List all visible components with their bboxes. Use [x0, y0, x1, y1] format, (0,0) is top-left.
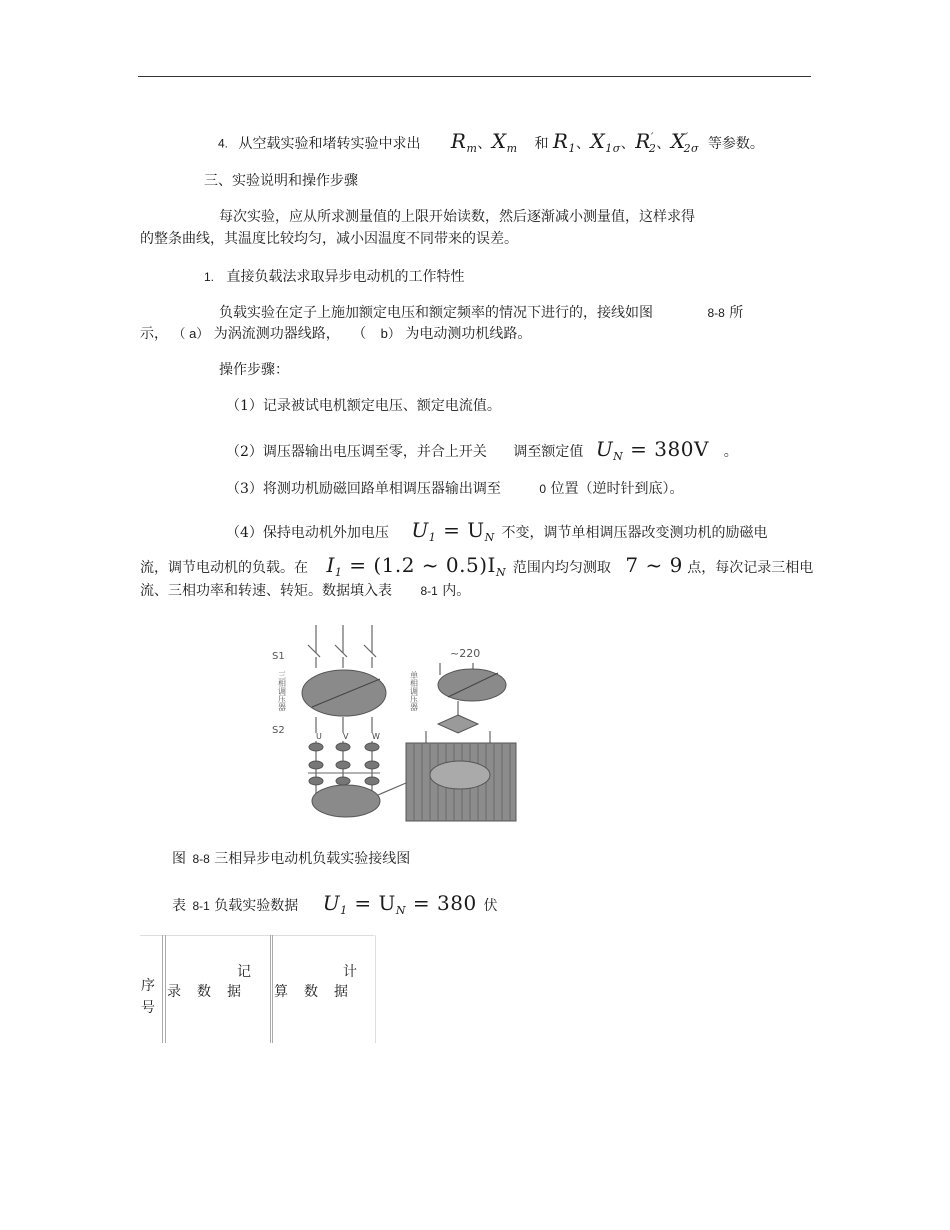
- step-4-line-1: （4）保持电动机外加电压 $U_1 = U_N$ 不变，调节单相调压器改变测功机的励磁电: [226, 518, 768, 544]
- symbol-rm-xm: $R_m$、$X_m$: [450, 128, 518, 155]
- table-caption: 表 8-1 负载实验数据 $U_1 = U_N = 380$ 伏: [172, 891, 498, 917]
- figure-caption: 图 8-8 三相异步电动机负载实验接线图: [172, 851, 411, 867]
- para-1-line-2: 的整条曲线，其温度比较均匀，减小因温度不同带来的误差。: [140, 231, 518, 247]
- table-col-recorded: 记 录 数 据: [165, 935, 271, 1043]
- steps-title: 操作步骤：: [219, 362, 289, 378]
- equation-u1-un: $U_1 = U_N$: [411, 518, 495, 544]
- equation-un-380v: $U_N = 380V$: [595, 437, 709, 463]
- three-phase-regulator-symbol: [302, 670, 386, 716]
- table-col-calculated: 计 算 数 据: [272, 935, 376, 1043]
- step-4-line-2: 流，调节电动机的负载。在 $I_1 = (1.2$ ~ $0.5)I_N$ 范围内均匀测取 7 ~ 9 点，每次记录三相电: [140, 553, 814, 579]
- equation-current-range: $I_1 = (1.2$ ~ $0.5)I_N$: [326, 553, 507, 579]
- item-4-number: 4.: [218, 136, 229, 151]
- label-u: U: [316, 732, 322, 741]
- label-220: ~220: [450, 647, 481, 660]
- item-4-tail: 等参数。: [707, 135, 764, 152]
- load-test-data-table: [140, 935, 374, 1043]
- table-col-index: 序 号: [140, 935, 163, 1043]
- rectifier-bridge-symbol: [438, 715, 478, 733]
- para-2-line-1: 负载实验在定子上施加额定电压和额定频率的情况下进行的，接线如图 8-8 所: [219, 305, 744, 321]
- item-4-text: 从空载实验和堵转实验中求出: [238, 135, 421, 152]
- section-3-title: 三、实验说明和操作步骤: [204, 173, 358, 189]
- label-s1: S1: [272, 651, 285, 662]
- item-4: [218, 120, 764, 154]
- points-range: 7 ~ 9: [625, 553, 683, 577]
- step-1: （1）记录被试电机额定电压、额定电流值。: [226, 398, 501, 414]
- figure-reference: 8-8: [707, 306, 725, 320]
- label-three-phase-regulator: 三相调压器: [277, 671, 287, 711]
- motor-symbol: [312, 785, 380, 817]
- subsection-1-title: 1. 直接负载法求取异步电动机的工作特性: [204, 269, 465, 285]
- label-w: W: [372, 732, 380, 741]
- meter-symbol: [309, 743, 323, 751]
- label-v: V: [343, 732, 349, 741]
- label-s2: S2: [272, 725, 285, 736]
- step-4-line-3: 流、三相功率和转速、转矩。数据填入表 8-1 内。: [140, 583, 471, 599]
- header-rule: [138, 76, 811, 77]
- and-word: 和: [534, 135, 549, 152]
- para-2-line-2: 示， （ a） 为涡流测功器线路， （ b） 为电动测功机线路。: [140, 326, 532, 342]
- equation-table-voltage: $U_1 = U_N = 380$: [322, 891, 477, 917]
- wiring-diagram: [268, 623, 518, 823]
- step-2: （2）调压器输出电压调至零，并合上开关 调至额定值 $U_N = 380V$ 。: [226, 437, 738, 463]
- label-single-phase-regulator: 单相调压器: [409, 671, 419, 711]
- step-3: （3）将测功机励磁回路单相调压器输出调至 0 位置（逆时针到底）。: [226, 481, 684, 497]
- symbol-r1-x1-r2-x2: $R_1$、$X_{1\sigma}$、$R'_2$、$X'_{2\sigma}$: [552, 128, 700, 155]
- para-1-line-1: 每次实验，应从所求测量值的上限开始读数，然后逐渐减小测量值，这样求得: [219, 209, 695, 225]
